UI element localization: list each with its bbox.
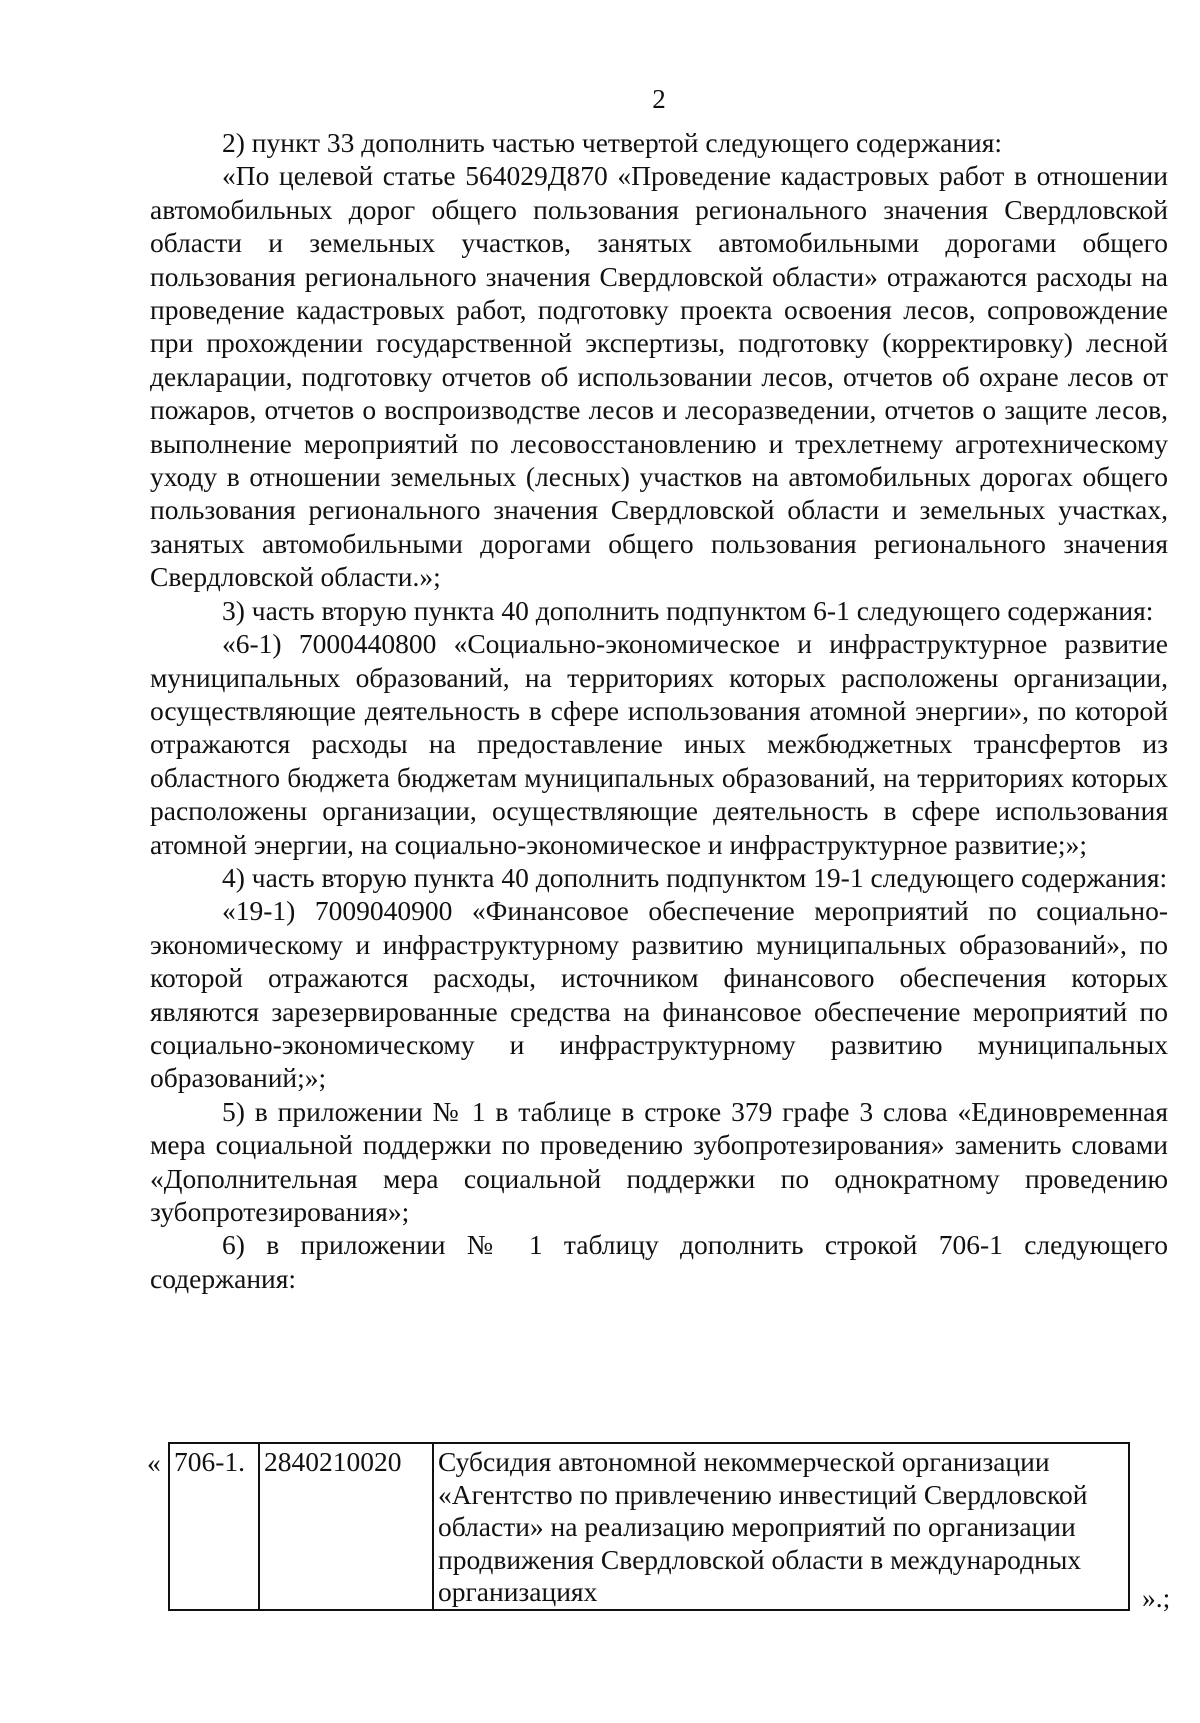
paragraph-item-6: 6) в приложении № 1 таблицу дополнить строкой 706-1 следующего содержания: [150, 1229, 1168, 1294]
inserted-table [168, 1442, 1130, 1611]
table-open-quote: « [147, 1447, 161, 1478]
table-cell-text: Субсидия автономной некоммерческой организации «Агентство по привлечению инвестиций Свердловской области» на реализацию мероприятий по организации продвижения Свердловской области в международных организациях [433, 1443, 1129, 1610]
paragraph-item-2: 2) пункт 33 дополнить частью четвертой следующего содержания: [222, 127, 1003, 158]
document-body [150, 126, 1168, 1295]
inserted-table-block [0, 1442, 1200, 1613]
page-number: 2 [652, 84, 666, 114]
table-cell-number: 706-1. [169, 1443, 259, 1610]
table-close-quote: ».; [1142, 1582, 1171, 1613]
table-cell-code: 2840210020 [259, 1443, 433, 1610]
table-row [169, 1443, 1129, 1610]
paragraph-item-3: 3) часть вторую пункта 40 дополнить подпунктом 6-1 следующего содержания: [222, 594, 1154, 626]
paragraph-subitem-19-1: «19-1) 7009040900 «Финансовое обеспечение мероприятий по социально-экономическому и инфраструктурному развитию муниципальных образований», по которой отражаются расходы, источником финансового обеспечения которых являются зарезервированные средства на финансовое обеспечение мероприятий по социально-экономическому и инфраструктурному развитию муниципальных образований;»; [150, 895, 1168, 1094]
paragraph-item-5: 5) в приложении № 1 в таблице в строке 379 графе 3 слова «Единовременная мера социальной поддержки по проведению зубопротезирования» заменить словами «Дополнительная мера социальной поддержки по однократному проведению зубопротезирования»; [150, 1095, 1168, 1227]
paragraph-subitem-6-1: «6-1) 7000440800 «Социально-экономическое и инфраструктурное развитие муниципальных образований, на территориях которых расположены организации, осуществляющие деятельность в сфере использования атомной энергии», по которой отражаются расходы на предоставление иных межбюджетных трансфертов из областного бюджета бюджетам муниципальных образований, на территориях которых расположены организации, осуществляющие деятельность в сфере использования атомной энергии, на социально-экономическое и инфраструктурное развитие;»; [150, 628, 1168, 860]
paragraph-item-4: 4) часть вторую пункта 40 дополнить подпунктом 19-1 следующего содержания: [222, 861, 1168, 893]
paragraph-target-article: «По целевой статье 564029Д870 «Проведение кадастровых работ в отношении автомобильных дорог общего пользования регионального значения Свердловской области и земельных участков, занятых автомобильными дорогами общего пользования регионального значения Свердловской области» отражаются расходы на проведение кадастровых работ, подготовку проекта освоения лесов, сопровождение при прохождении государственной экспертизы, подготовку (корректировку) лесной декларации, подготовку отчетов об использовании лесов, отчетов об охране лесов от пожаров, отчетов о воспроизводстве лесов и лесоразведении, отчетов о защите лесов, выполнение мероприятий по лесовосстановлению и трехлетнему агротехническому уходу в отношении земельных (лесных) участков на автомобильных дорогах общего пользования регионального значения Свердловской области и земельных участках, занятых автомобильными дорогами общего пользования регионального значения Свердловской области.»; [150, 160, 1168, 593]
